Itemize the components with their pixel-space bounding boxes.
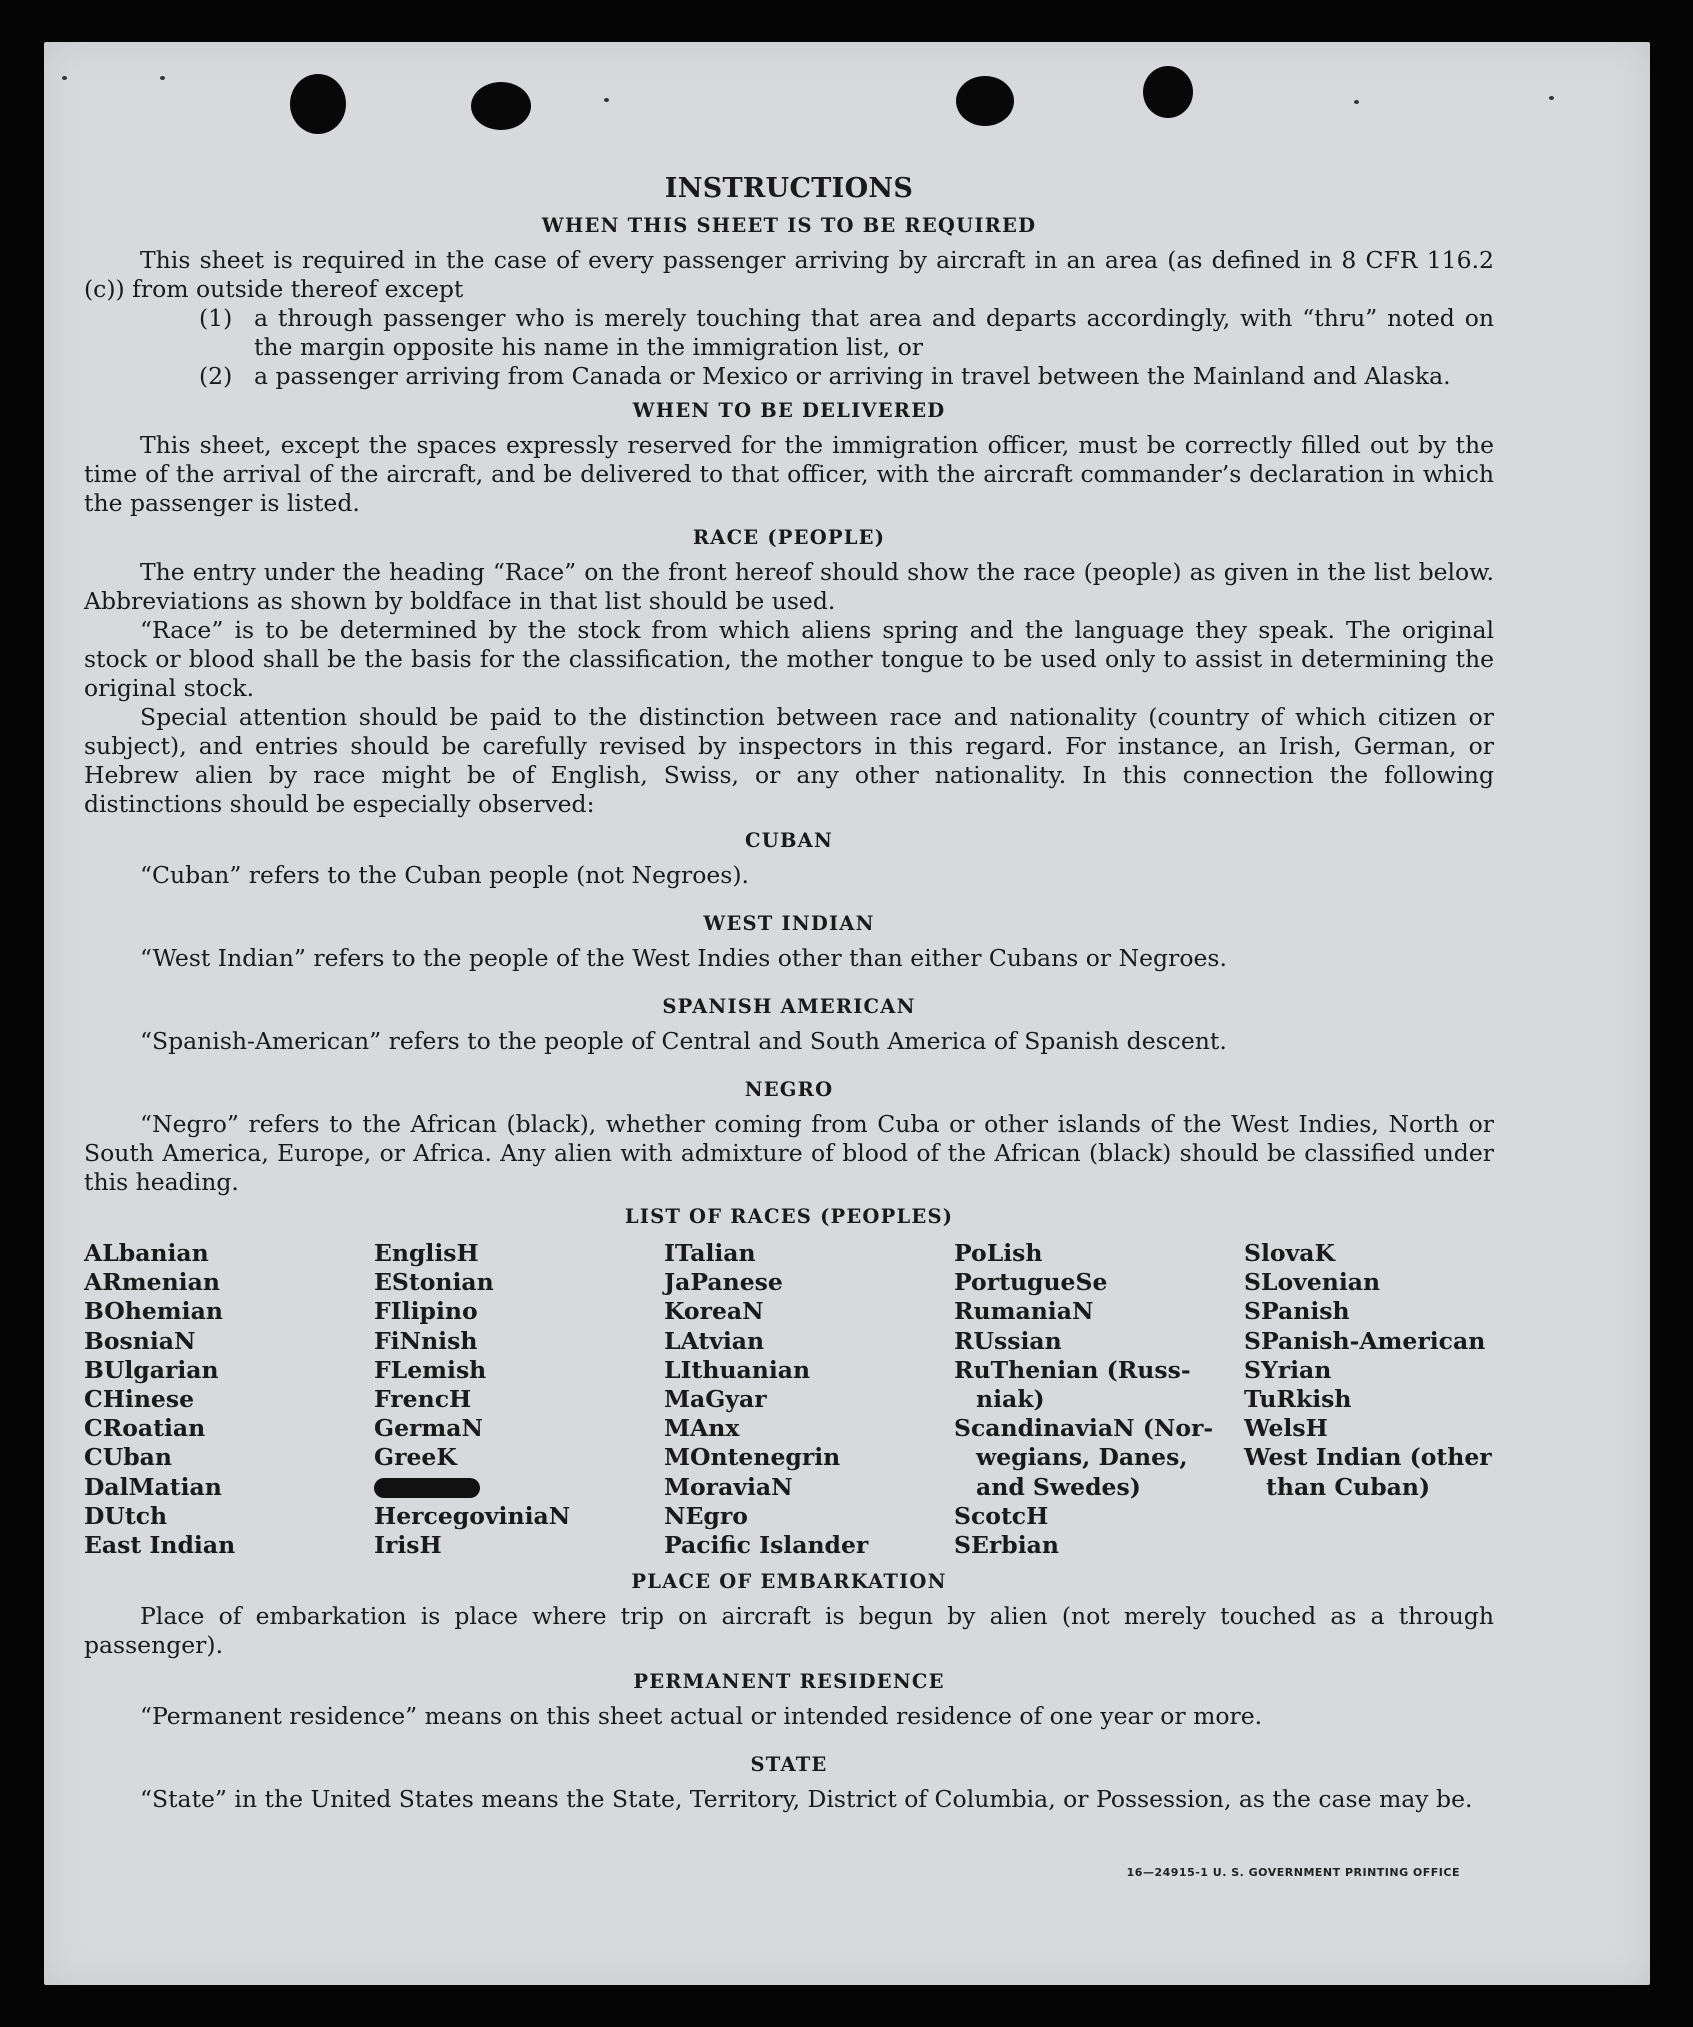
document-sheet <box>44 42 1650 1985</box>
section-heading-required: WHEN THIS SHEET IS TO BE REQUIRED <box>541 214 1037 237</box>
list-of-races-heading: LIST OF RACES (PEOPLES) <box>624 1205 954 1228</box>
punch-hole <box>1143 66 1193 118</box>
speck <box>160 76 165 80</box>
race-entry: MAnx <box>664 1414 740 1443</box>
race-entry: niak) <box>976 1385 1045 1414</box>
race-entry: East Indian <box>84 1531 236 1560</box>
race-entry: FLemish <box>374 1355 487 1384</box>
section-heading-west-indian: WEST INDIAN <box>703 912 875 935</box>
item-text: a passenger arriving from Canada or Mexico or arriving in travel between the Mainland and Alaska. <box>254 362 1451 390</box>
required-intro: This sheet is required in the case of every passenger arriving by aircraft in an area (as defined in 8 CFR 116.2 (c)) from outside thereof except <box>84 246 1494 303</box>
west-indian-text: “West Indian” refers to the people of the West Indies other than either Cubans or Negroes. <box>140 944 1227 972</box>
cuban-text: “Cuban” refers to the Cuban people (not Negroes). <box>140 861 750 889</box>
race-column-3 <box>664 1239 954 1560</box>
page-title: INSTRUCTIONS <box>664 173 914 204</box>
race-entry: FIlipino <box>374 1297 478 1326</box>
race-column-5 <box>1244 1239 1494 1560</box>
exception-item-1 <box>199 304 1494 362</box>
race-column-2 <box>374 1239 664 1560</box>
race-entry: RumaniaN <box>954 1297 1094 1326</box>
section-heading-race: RACE (PEOPLE) <box>692 526 886 549</box>
printing-office-footer: 16—24915-1 U. S. GOVERNMENT PRINTING OFFICE <box>1126 1866 1460 1879</box>
race-entry: DalMatian <box>84 1472 222 1501</box>
section-heading-state: STATE <box>750 1753 828 1777</box>
section-heading-spanish-american: SPANISH AMERICAN <box>662 995 916 1018</box>
instructions-content <box>84 172 1494 1814</box>
speck <box>62 76 67 80</box>
race-entry: RUssian <box>954 1326 1062 1355</box>
race-entry: PoLish <box>954 1239 1043 1267</box>
race-entry: PortugueSe <box>954 1268 1108 1297</box>
race-entry: LAtvian <box>664 1326 765 1355</box>
race-entry: SPanish <box>1244 1297 1350 1326</box>
race-entry: RuThenian (Russ- <box>954 1355 1191 1384</box>
residence-text: “Permanent residence” means on this sheet actual or intended residence of one year or more. <box>140 1702 1263 1731</box>
race-entry: ScotcH <box>954 1501 1049 1530</box>
negro-text: “Negro” refers to the African (black), whether coming from Cuba or other islands of the West Indies, North or South America, Europe, or Africa. Any alien with admixture of blood of the African (black) should be classified under this heading. <box>84 1110 1494 1196</box>
speck <box>1354 100 1359 104</box>
spanish-american-text: “Spanish-American” refers to the people of Central and South America of Spanish descent. <box>140 1027 1227 1055</box>
speck <box>604 98 609 102</box>
race-entry: CHinese <box>84 1385 195 1414</box>
exception-item-2 <box>199 362 1494 391</box>
race-entry: MoraviaN <box>664 1472 793 1501</box>
race-entry: MOntenegrin <box>664 1443 841 1472</box>
race-entry: SYrian <box>1244 1355 1332 1384</box>
race-entry: than Cuban) <box>1266 1472 1431 1501</box>
race-list <box>84 1239 1494 1560</box>
state-text: “State” in the United States means the State, Territory, District of Columbia, or Possession, as the case may be. <box>140 1785 1473 1814</box>
speck <box>1549 96 1554 100</box>
race-column-1 <box>84 1239 374 1560</box>
race-entry: EStonian <box>374 1268 494 1297</box>
section-heading-delivered: WHEN TO BE DELIVERED <box>632 399 946 422</box>
section-heading-negro: NEGRO <box>744 1078 834 1101</box>
race-entry: JaPanese <box>664 1268 783 1297</box>
race-entry: FiNnish <box>374 1326 478 1355</box>
race-entry: Pacific Islander <box>664 1531 869 1560</box>
race-entry: WelsH <box>1244 1414 1328 1443</box>
redacted-entry <box>374 1473 664 1502</box>
race-entry: FrencH <box>374 1385 472 1414</box>
race-entry: BosniaN <box>84 1326 196 1355</box>
race-entry: KoreaN <box>664 1297 764 1326</box>
embarkation-text: Place of embarkation is place where trip on aircraft is begun by alien (not merely touched as a through passenger). <box>84 1602 1494 1660</box>
race-entry: ALbanian <box>84 1239 209 1267</box>
race-paragraph-2: “Race” is to be determined by the stock from which aliens spring and the language they speak. The original stock or blood shall be the basis for the classification, the mother tongue to be used only to assist in determining the original stock. <box>84 616 1494 702</box>
race-paragraph-3: Special attention should be paid to the distinction between race and nationality (country of which citizen or subject), and entries should be carefully revised by inspectors in this regard. For instance, an Irish, German, or Hebrew alien by race might be of English, Swiss, or any other nationality. In this connection the following distinctions should be especially observed: <box>84 703 1494 818</box>
section-heading-residence: PERMANENT RESIDENCE <box>633 1670 945 1694</box>
race-entry: ARmenian <box>84 1268 220 1297</box>
race-entry: EnglisH <box>374 1239 479 1267</box>
punch-hole <box>471 82 531 130</box>
punch-hole <box>956 76 1014 126</box>
delivered-text: This sheet, except the spaces expressly reserved for the immigration officer, must be correctly filled out by the time of the arrival of the aircraft, and be delivered to that officer, with the aircraft commander’s declaration in which the passenger is listed. <box>84 431 1494 517</box>
race-entry: SPanish-American <box>1244 1326 1486 1355</box>
race-entry: BUlgarian <box>84 1355 219 1384</box>
race-entry: BOhemian <box>84 1297 223 1326</box>
race-entry: GreeK <box>374 1443 457 1472</box>
race-entry: wegians, Danes, <box>976 1443 1188 1472</box>
race-entry: West Indian (other <box>1244 1443 1492 1472</box>
race-entry: and Swedes) <box>976 1472 1141 1501</box>
race-entry: SlovaK <box>1244 1239 1335 1267</box>
race-entry: SLovenian <box>1244 1268 1381 1297</box>
race-paragraph-1: The entry under the heading “Race” on the front hereof should show the race (people) as given in the list below. Abbreviations as shown by boldface in that list should be used. <box>84 558 1494 615</box>
race-entry: GermaN <box>374 1414 483 1443</box>
race-entry: DUtch <box>84 1501 168 1530</box>
item-number: (2) <box>199 362 233 390</box>
race-entry: ITalian <box>664 1239 756 1267</box>
race-entry: LIthuanian <box>664 1355 811 1384</box>
item-text: a through passenger who is merely touching that area and departs accordingly, with “thru” noted on the margin opposite his name in the immigration list, or <box>254 304 1494 361</box>
race-entry: SErbian <box>954 1531 1059 1560</box>
race-entry: TuRkish <box>1244 1385 1352 1414</box>
race-entry: NEgro <box>664 1501 748 1530</box>
section-heading-embarkation: PLACE OF EMBARKATION <box>631 1570 947 1594</box>
race-entry: IrisH <box>374 1531 442 1560</box>
item-number: (1) <box>199 304 233 332</box>
section-heading-cuban: CUBAN <box>745 829 833 852</box>
race-entry: CUban <box>84 1443 172 1472</box>
race-entry: ScandinaviaN (Nor- <box>954 1414 1214 1443</box>
redaction-mark <box>374 1478 480 1498</box>
race-entry: MaGyar <box>664 1385 767 1414</box>
race-entry: CRoatian <box>84 1414 206 1443</box>
race-column-4 <box>954 1239 1244 1560</box>
race-entry: HercegoviniaN <box>374 1501 571 1530</box>
punch-hole <box>290 74 346 134</box>
